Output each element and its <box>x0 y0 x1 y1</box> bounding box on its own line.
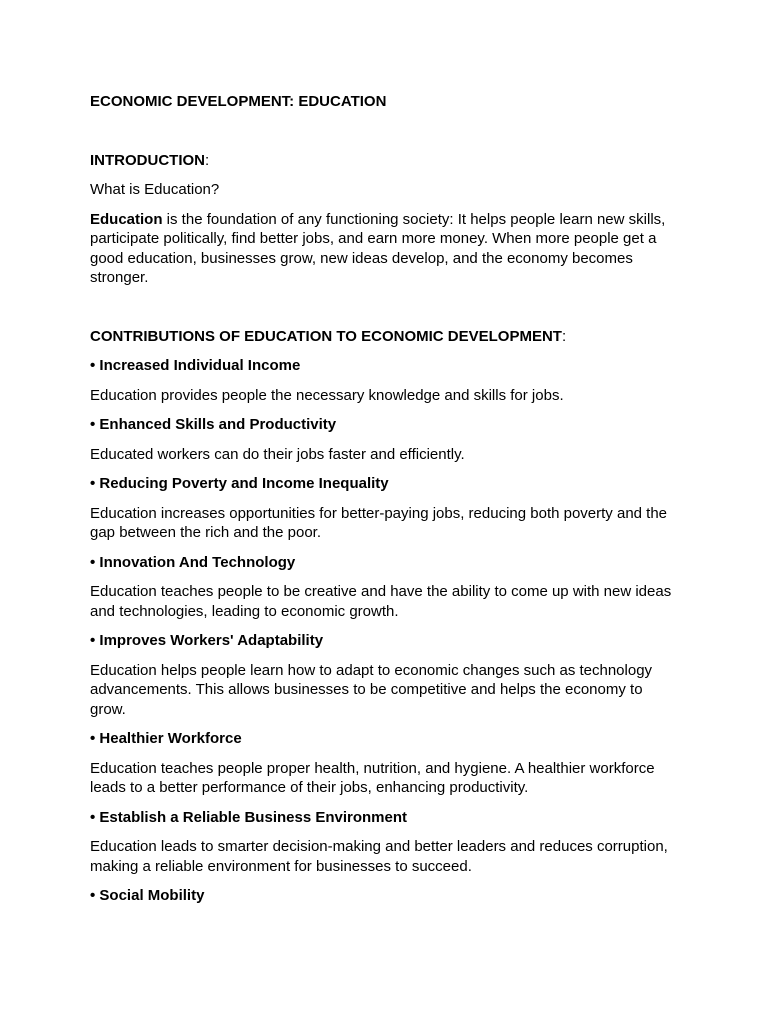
contribution-text-innovation-technology: Education teaches people to be creative and have the ability to come up with new ideas and technologies, leading to economic growth. <box>90 583 672 620</box>
intro-paragraph <box>90 210 680 288</box>
contribution-text-skills-productivity: Educated workers can do their jobs faster and efficiently. <box>90 445 465 463</box>
introduction-heading-suffix: : <box>205 151 210 169</box>
contributions-list <box>90 356 680 906</box>
contribution-title-workers-adaptability: • Improves Workers' Adaptability <box>90 632 324 649</box>
contribution-title-healthier-workforce: • Healthier Workforce <box>90 730 242 747</box>
contribution-title-innovation-technology: • Innovation And Technology <box>90 553 296 571</box>
contribution-text-business-environment: Education leads to smarter decision-making and better leaders and reduces corruption, making a reliable environment for businesses to succeed. <box>90 838 668 875</box>
contribution-text-healthier-workforce: Education teaches people proper health, nutrition, and hygiene. A healthier workforce leads to a better performance of their jobs, enhancing productivity. <box>90 759 655 796</box>
intro-body-text: is the foundation of any functioning society: It helps people learn new skills, participate politically, find better jobs, and earn more money. When more people get a good education, businesses grow, new ideas develop, and the economy becomes stronger. <box>90 210 666 286</box>
document-title: ECONOMIC DEVELOPMENT: EDUCATION <box>90 93 387 110</box>
document-page <box>90 92 680 916</box>
contribution-text-workers-adaptability: Education helps people learn how to adapt to economic changes such as technology advancements. This allows businesses to be competitive and helps the economy to grow. <box>90 661 653 718</box>
introduction-heading-text: INTRODUCTION <box>90 151 205 169</box>
contributions-heading-text: CONTRIBUTIONS OF EDUCATION TO ECONOMIC DEVELOPMENT <box>90 327 562 345</box>
intro-question: What is Education? <box>90 181 220 198</box>
introduction-heading <box>90 151 680 171</box>
contributions-heading-suffix: : <box>561 327 567 345</box>
contributions-heading <box>90 327 680 347</box>
intro-lead-term: Education <box>90 210 163 228</box>
contribution-text-reducing-poverty: Education increases opportunities for better-paying jobs, reducing both poverty and the gap between the rich and the poor. <box>90 504 668 541</box>
contribution-text-increased-income: Education provides people the necessary knowledge and skills for jobs. <box>90 386 564 404</box>
contribution-title-increased-income: • Increased Individual Income <box>90 357 301 374</box>
contribution-title-skills-productivity: • Enhanced Skills and Productivity <box>90 416 337 433</box>
contribution-title-reducing-poverty: • Reducing Poverty and Income Inequality <box>90 475 389 492</box>
contribution-title-business-environment: • Establish a Reliable Business Environment <box>90 808 408 826</box>
contribution-title-social-mobility: • Social Mobility <box>90 887 205 904</box>
